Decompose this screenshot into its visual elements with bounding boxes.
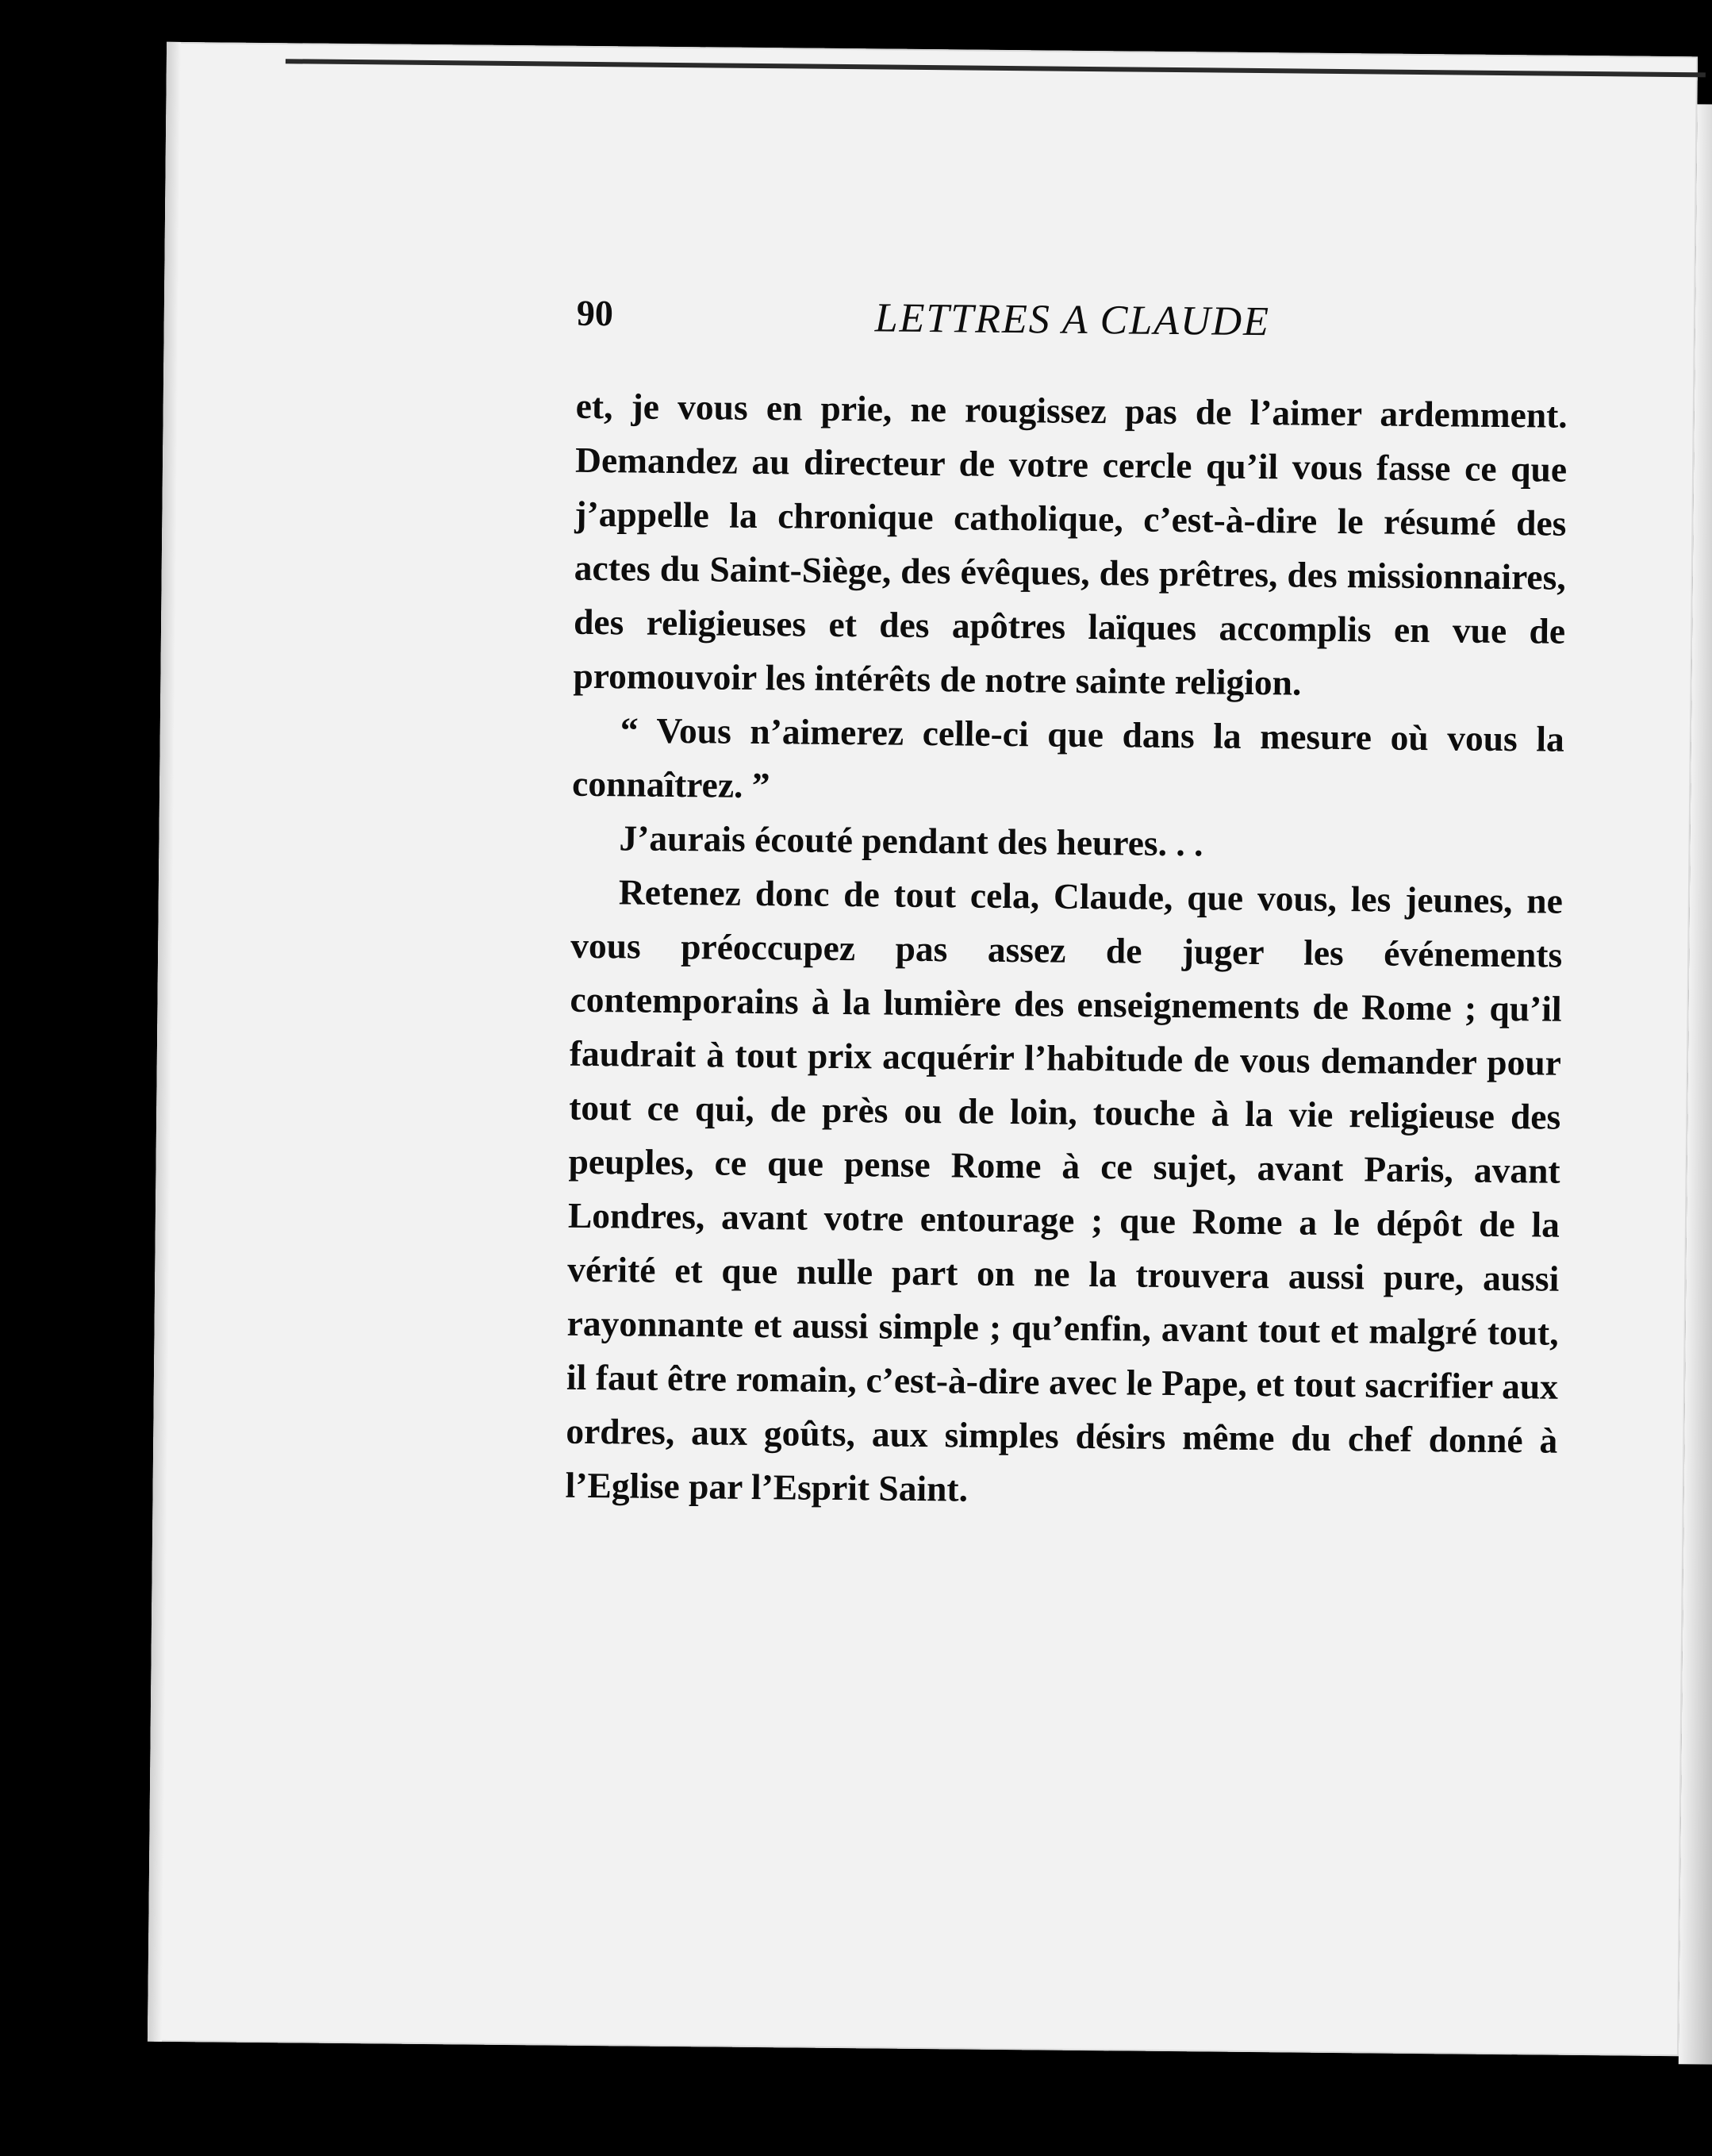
paragraph-short: J’aurais écouté pendant des heures. . .: [619, 817, 1203, 864]
page-number: 90: [576, 292, 614, 334]
text-block: [565, 292, 1568, 1522]
page-right-edge: [1679, 104, 1712, 2064]
body-text: [565, 379, 1568, 1522]
book-page: [148, 42, 1698, 2056]
paragraph-main: Retenez donc de tout cela, Claude, que vous, les jeunes, ne vous préoccupez pas assez de juger les événements contemporains à la lumière des enseignements de Rome ; qu’il faudrait à tout prix acquérir l’habitude de vous demander pour tout ce qui, de près ou de loin, touche à la vie religieuse des peuples, ce que pense Rome à ce sujet, avant Paris, avant Londres, avant votre entourage ; que Rome a le dépôt de la vérité et que nulle part on ne la trouvera aussi pure, aussi rayonnante et aussi simple ; qu’enfin, avant tout et malgré tout, il faut être romain, c’est-à-dire avec le Pape, et tout sacrifier aux ordres, aux goûts, aux simples désirs même du chef donné à l’Eglise par l’Esprit Saint.: [565, 871, 1564, 1509]
top-edge-rule: [286, 59, 1706, 77]
page-left-edge: [148, 42, 181, 2042]
paragraph-quote: “ Vous n’aimerez celle-ci que dans la mesure où vous la connaîtrez. ”: [571, 709, 1565, 806]
page-header: [576, 292, 1568, 389]
paragraph-continued: et, je vous en prie, ne rougissez pas de l’aimer ardemment. Demandez au directeur de votre cercle qu’il vous fasse ce que j’appelle la chronique catholique, c’est-à-dire le résumé des actes du Saint-Siège, des évêques, des prêtres, des missionnaires, des religieuses et des apôtres laïques accomplis en vue de promouvoir les intérêts de notre sainte religion.: [573, 385, 1568, 703]
running-title: LETTRES A CLAUDE: [874, 295, 1271, 345]
